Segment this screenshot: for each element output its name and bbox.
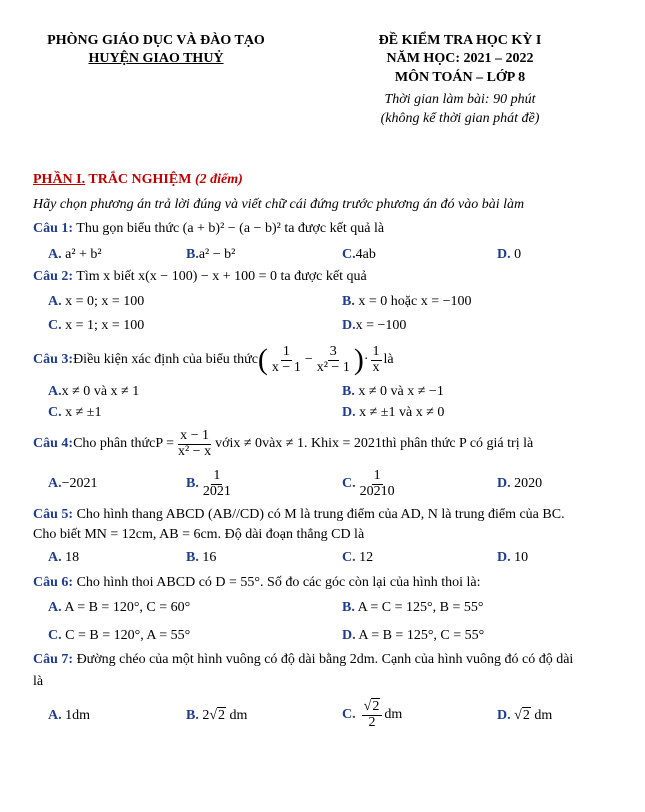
q3-f1-den: x − 1 <box>271 359 301 375</box>
q7-c-radicand: 2 <box>372 698 380 714</box>
q7-a-label: A. <box>48 708 62 723</box>
q2-option-d <box>342 318 406 334</box>
q5-line-1: Cho hình thang ABCD (AB//CD) có M là trung điểm của AD, N là trung điểm của BC. <box>73 507 565 522</box>
q2-c-label: C. <box>48 318 62 333</box>
q2-label: Câu 2: <box>33 269 74 284</box>
q3-f2-den: x² − 1 <box>316 359 350 375</box>
q3-b-connector: và <box>387 384 408 399</box>
header-subject: MÔN TOÁN – LỚP 8 <box>394 70 526 85</box>
section1-label: PHẦN I. <box>33 172 86 187</box>
q6-b-value: A = C = 125°, B = 55° <box>357 600 484 615</box>
q5-option-c <box>342 550 373 566</box>
q3-f3-den: x <box>372 359 380 375</box>
q1-text: Thu gọn biểu thức <box>73 221 183 236</box>
section1-heading <box>33 172 243 188</box>
q5-d-value: 10 <box>514 550 529 565</box>
q3-f1-num: 1 <box>282 343 290 359</box>
q3-fraction-1 <box>270 345 303 375</box>
q1-d-value: 0 <box>514 247 522 262</box>
q3-c-value: x ≠ ±1 <box>65 405 102 420</box>
q7-c-label: C. <box>342 707 356 722</box>
q1-option-d <box>497 247 521 263</box>
q3-b-value-2: x ≠ −1 <box>407 384 444 399</box>
q4-a-label: A. <box>48 476 62 491</box>
question-3 <box>33 340 394 380</box>
q7-label: Câu 7: <box>33 652 74 667</box>
q4-a-value: −2021 <box>61 476 98 491</box>
q1-c-value: 4ab <box>355 247 376 262</box>
q3-fraction-2 <box>315 345 352 375</box>
q7-c-unit: dm <box>384 707 403 722</box>
q3-label: Câu 3: <box>33 352 74 367</box>
q7-d-radicand: 2 <box>522 708 530 723</box>
q5-d-label: D. <box>497 550 511 565</box>
q4-condition-1: x ≠ 0 <box>233 436 263 451</box>
q1-expression: (a + b)² − (a − b)² <box>182 221 281 236</box>
q5-given: MN = 12cm, AB = 6cm <box>84 527 218 542</box>
q2-b-value-2: x = −100 <box>420 294 472 309</box>
question-5 <box>33 507 565 523</box>
q3-f2-num: 3 <box>329 343 337 359</box>
q1-a-label: A. <box>48 247 62 262</box>
q7-b-unit: dm <box>226 708 248 723</box>
q7-b-coefficient: 2 <box>202 708 210 723</box>
q6-text-end: . Số đo các góc còn lại của hình thoi là: <box>260 575 481 590</box>
q1-option-a <box>48 247 102 263</box>
q4-p-den: x² − x <box>177 443 212 459</box>
q3-minus: − <box>304 352 313 367</box>
q7-c-den: 2 <box>368 714 376 730</box>
q7-option-b <box>186 708 247 724</box>
q2-option-a <box>48 294 144 310</box>
q3-text: Điều kiện xác định của biểu thức <box>73 352 258 367</box>
q2-b-connector: hoặc <box>387 294 421 309</box>
q3-d-value-1: x ≠ ±1 <box>359 405 396 420</box>
q2-b-label: B. <box>342 294 355 309</box>
q5-line-2-end: . Độ dài đoạn thẳng CD là <box>217 527 365 542</box>
q5-line-2-start: Cho biết <box>33 527 85 542</box>
q3-text-end: là <box>383 352 394 367</box>
q1-b-value: a² − b² <box>198 247 236 262</box>
q7-c-fraction <box>362 700 383 730</box>
q2-b-value-1: x = 0 <box>358 294 388 309</box>
question-1 <box>33 221 384 237</box>
q4-x-value: x = 2021 <box>331 436 382 451</box>
q3-a-connector: và <box>90 384 111 399</box>
q1-a-value: a² + b² <box>65 247 102 262</box>
q7-a-value: 1dm <box>65 708 91 723</box>
q3-d-value-2: x ≠ 0 <box>415 405 445 420</box>
q7-c-sqrt <box>364 700 381 715</box>
q7-b-label: B. <box>186 708 199 723</box>
q4-option-a <box>48 476 98 492</box>
q1-label: Câu 1: <box>33 221 74 236</box>
q6-d-label: D. <box>342 628 356 643</box>
q6-option-a <box>48 600 190 616</box>
q1-option-c <box>342 247 376 263</box>
q4-b-num: 1 <box>213 467 221 483</box>
q4-text-and: và <box>262 436 276 451</box>
question-6 <box>33 575 480 591</box>
q1-c-label: C. <box>342 247 356 262</box>
q4-option-c <box>342 464 399 504</box>
q3-fraction-3 <box>371 345 382 375</box>
q4-text-end: thì phân thức P có giá trị là <box>381 436 534 451</box>
section1-points: (2 điểm) <box>194 172 243 187</box>
q7-option-d <box>497 708 552 724</box>
question-7-cont: là <box>33 674 44 689</box>
sqrt-icon: √ <box>209 708 218 723</box>
sqrt-icon: √ <box>514 708 522 723</box>
sqrt-icon: √ <box>363 698 372 714</box>
q2-text: Tìm x biết <box>73 269 139 284</box>
q7-c-num <box>362 700 383 716</box>
q4-c-den: 20210 <box>359 483 395 499</box>
q4-b-den: 2021 <box>202 483 231 499</box>
q6-d-value: A = B = 125°, C = 55° <box>358 628 485 643</box>
q3-option-a <box>48 384 139 400</box>
q3-f3-num: 1 <box>372 343 380 359</box>
q4-condition-2: x ≠ 1 <box>275 436 304 451</box>
q6-c-value: C = B = 120°, A = 55° <box>65 628 191 643</box>
q2-expression: x(x − 100) − x + 100 = 0 <box>138 269 278 284</box>
q7-text: Đường chéo của một hình vuông có độ dài bằng <box>73 652 350 667</box>
q3-dot: · <box>363 352 369 367</box>
question-5-cont <box>33 527 364 543</box>
q6-label: Câu 6: <box>33 575 74 590</box>
q1-text-end: ta được kết quả là <box>280 221 385 236</box>
header-department: PHÒNG GIÁO DỤC VÀ ĐÀO TẠO <box>47 33 265 48</box>
q5-option-a <box>48 550 79 566</box>
q3-option-b <box>342 384 444 400</box>
q7-b-radicand: 2 <box>218 708 226 723</box>
q2-option-c <box>48 318 144 334</box>
q6-c-label: C. <box>48 628 62 643</box>
q2-c-value: x = 1; x = 100 <box>65 318 145 333</box>
q3-close-paren: ) <box>353 343 364 376</box>
header-duration: Thời gian làm bài: 90 phút <box>384 92 536 107</box>
q4-d-label: D. <box>497 476 511 491</box>
header-school-year: NĂM HỌC: 2021 – 2022 <box>386 51 534 66</box>
q3-d-connector: và <box>395 405 416 420</box>
header-exam-title: ĐỀ KIỂM TRA HỌC KỲ I <box>378 33 542 48</box>
q2-a-value: x = 0; x = 100 <box>65 294 145 309</box>
q2-a-label: A. <box>48 294 62 309</box>
q4-text: Cho phân thức <box>73 436 156 451</box>
q3-a-value-1: x ≠ 0 <box>61 384 91 399</box>
q7-length: 2dm <box>349 652 375 667</box>
q7-d-sqrt <box>514 708 531 724</box>
q3-d-label: D. <box>342 405 356 420</box>
q6-option-b <box>342 600 483 616</box>
q7-b-sqrt <box>209 708 226 724</box>
q7-d-unit: dm <box>530 708 553 723</box>
q6-b-label: B. <box>342 600 355 615</box>
section1-instruction: Hãy chọn phương án trả lời đúng và viết chữ cái đứng trước phương án đó vào bài làm <box>33 197 525 212</box>
q6-option-d <box>342 628 484 644</box>
q7-option-c <box>342 692 402 738</box>
question-2 <box>33 269 367 285</box>
question-4 <box>33 424 533 464</box>
q4-option-b <box>186 464 235 504</box>
q5-c-label: C. <box>342 550 356 565</box>
q3-a-value-2: x ≠ 1 <box>110 384 140 399</box>
q6-option-c <box>48 628 190 644</box>
q1-b-label: B. <box>186 247 199 262</box>
q7-option-a <box>48 708 90 724</box>
q1-option-b <box>186 247 235 263</box>
q7-d-label: D. <box>497 708 511 723</box>
q5-option-d <box>497 550 528 566</box>
q4-b-label: B. <box>186 476 199 491</box>
q4-d-value: 2020 <box>514 476 543 491</box>
q6-a-value: A = B = 120°, C = 60° <box>64 600 191 615</box>
q4-fraction <box>176 429 213 459</box>
q1-d-label: D. <box>497 247 511 262</box>
q4-label: Câu 4: <box>33 436 74 451</box>
q3-option-c <box>48 405 102 421</box>
q3-b-label: B. <box>342 384 355 399</box>
q3-option-d <box>342 405 444 421</box>
q7-text-end: . Cạnh của hình vuông đó có độ dài <box>374 652 574 667</box>
q6-angle: D = 55° <box>215 575 261 590</box>
q5-b-value: 16 <box>202 550 217 565</box>
question-7 <box>33 652 573 668</box>
q2-text-end: ta được kết quả <box>277 269 367 284</box>
q4-p-num: x − 1 <box>180 427 209 443</box>
q2-d-value: x = −100 <box>355 318 407 333</box>
q3-a-label: A. <box>48 384 62 399</box>
q5-label: Câu 5: <box>33 507 74 522</box>
q5-c-value: 12 <box>359 550 374 565</box>
q5-a-label: A. <box>48 550 62 565</box>
q2-option-b <box>342 294 471 310</box>
q4-c-fraction <box>358 469 397 499</box>
q4-p-equals: P = <box>155 436 174 451</box>
q3-c-label: C. <box>48 405 62 420</box>
q6-text: Cho hình thoi ABCD có <box>73 575 216 590</box>
q5-option-b <box>186 550 216 566</box>
q4-option-d <box>497 476 542 492</box>
q6-a-label: A. <box>48 600 62 615</box>
q2-d-label: D. <box>342 318 356 333</box>
q4-text-when: . Khi <box>303 436 332 451</box>
header-note: (không kể thời gian phát đề) <box>380 111 540 126</box>
q4-text-with: với <box>215 436 234 451</box>
q5-a-value: 18 <box>65 550 80 565</box>
header-district: HUYỆN GIAO THUỶ <box>88 51 224 66</box>
q5-b-label: B. <box>186 550 199 565</box>
q4-c-label: C. <box>342 476 356 491</box>
section1-title: TRẮC NGHIỆM <box>85 172 195 187</box>
q4-b-fraction <box>201 469 233 499</box>
q3-open-paren: ( <box>257 343 268 376</box>
q3-b-value-1: x ≠ 0 <box>358 384 388 399</box>
q4-c-num: 1 <box>373 467 381 483</box>
